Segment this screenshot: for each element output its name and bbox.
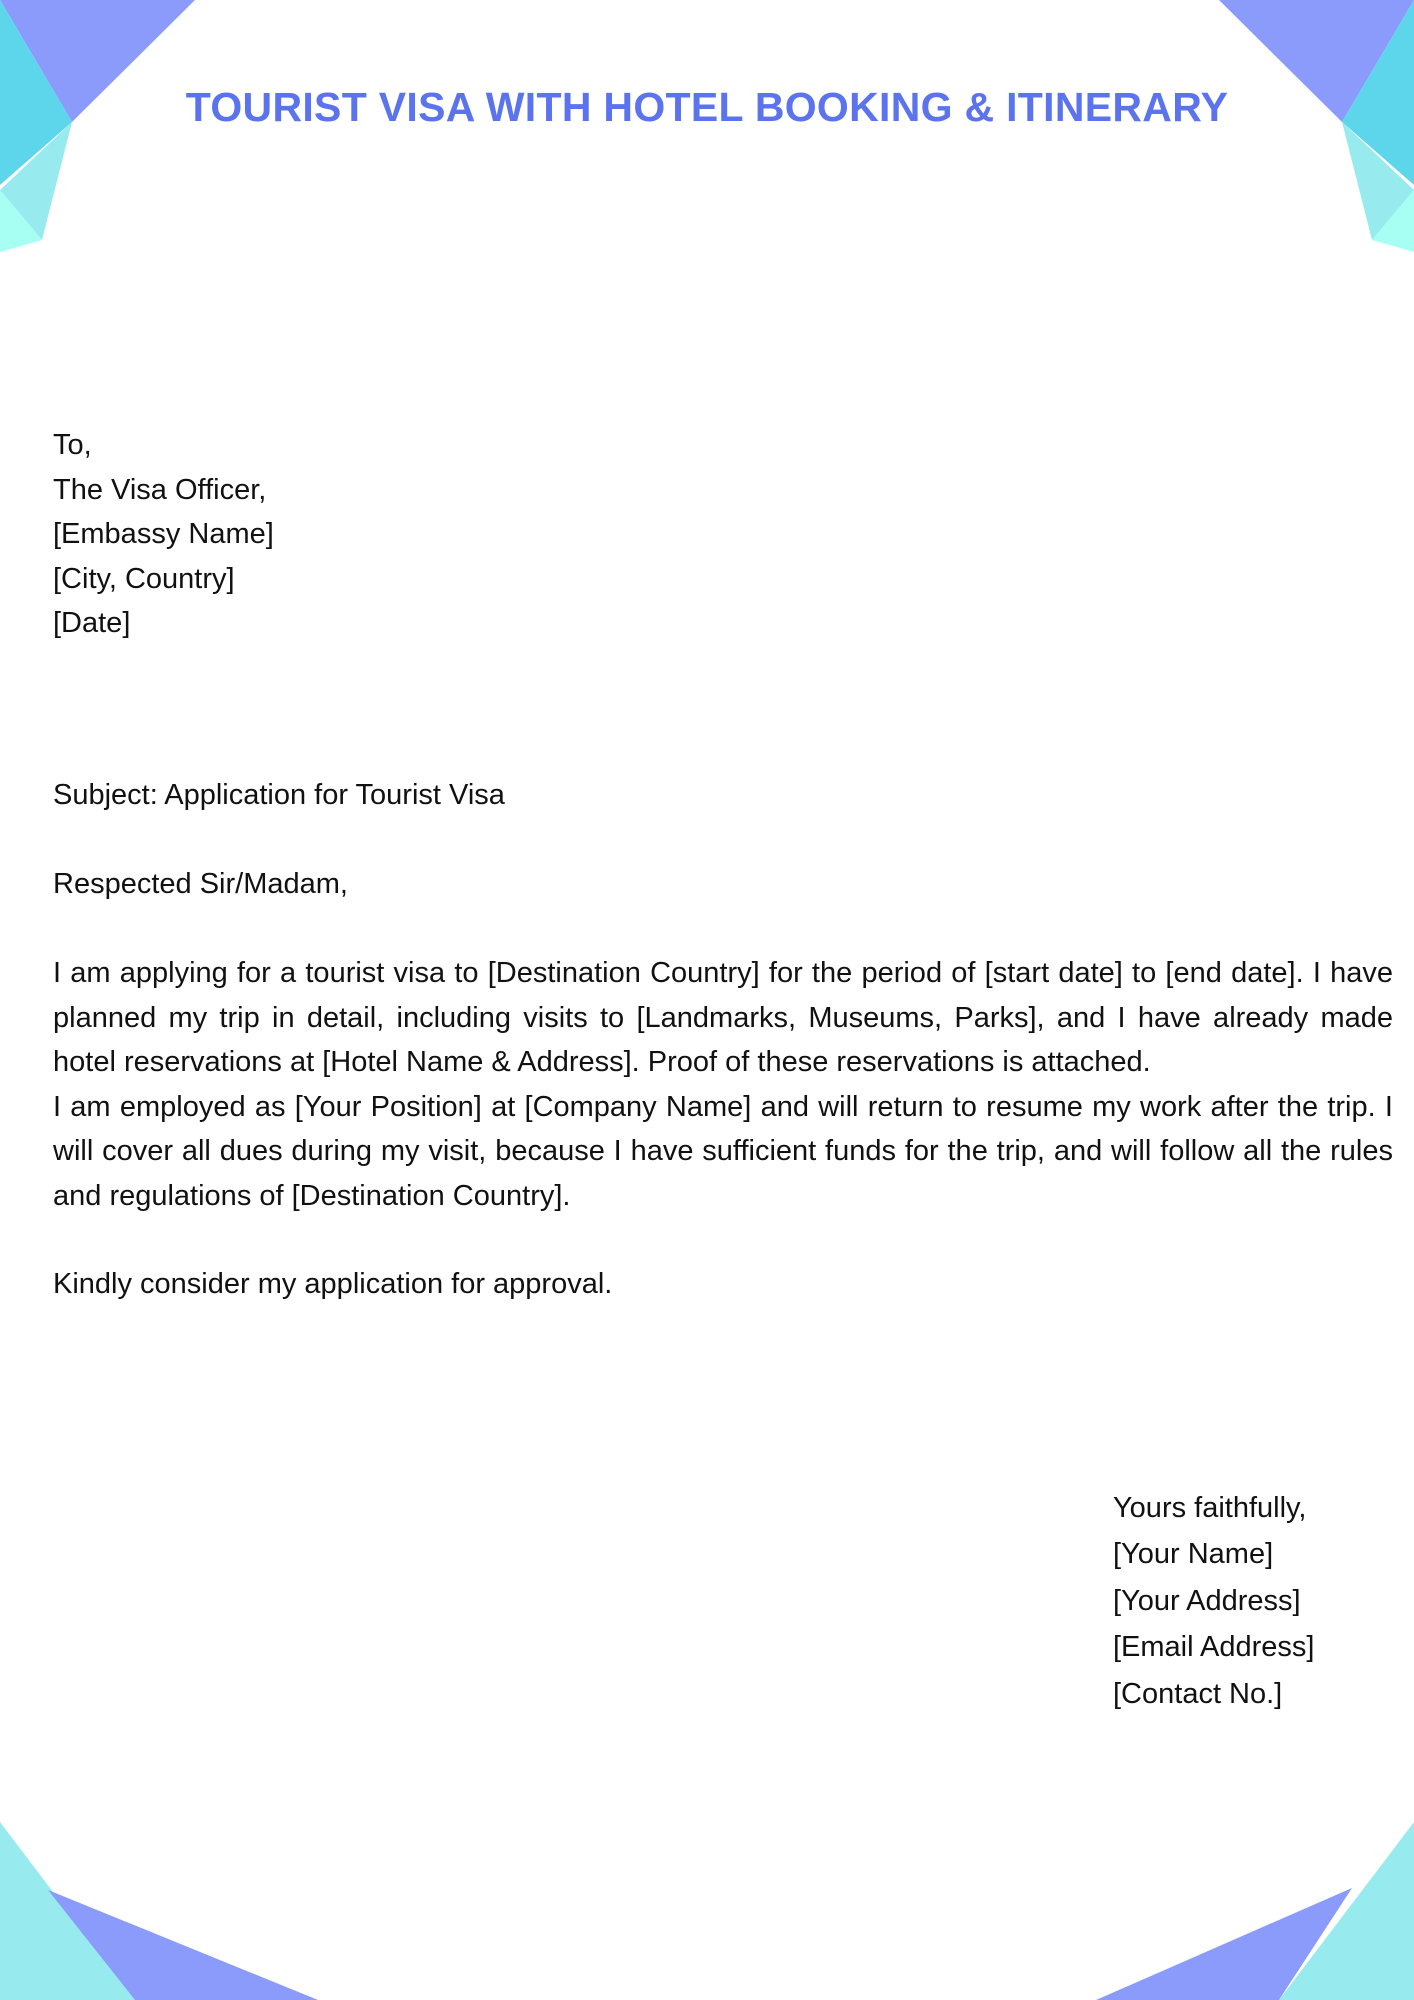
subject-line: Subject: Application for Tourist Visa [53, 779, 505, 811]
recipient-embassy: [Embassy Name] [53, 518, 274, 551]
sender-email: [Email Address] [1113, 1631, 1315, 1664]
recipient-to: To, [53, 429, 92, 461]
recipient-city-country: [City, Country] [53, 562, 235, 595]
body-paragraph-2: I am employed as [Your Position] at [Company Name] and will return to resume my work after the trip. I will cover all dues during my visit, because I have sufficient funds for the trip, and will follow all the rules and regulations of [Destination Country]. [53, 1090, 1393, 1212]
letter-body [53, 951, 1393, 1219]
sign-off: Yours faithfully, [1113, 1492, 1307, 1524]
sender-name: [Your Name] [1113, 1538, 1274, 1571]
bottom-right-corner-decoration [1084, 1800, 1414, 2000]
closing-line: Kindly consider my application for approval. [53, 1268, 613, 1300]
document-title: TOURIST VISA WITH HOTEL BOOKING & ITINERARY [185, 84, 1229, 130]
recipient-officer: The Visa Officer, [53, 473, 267, 506]
sender-address: [Your Address] [1113, 1584, 1301, 1617]
recipient-date: [Date] [53, 607, 131, 640]
signature-block [1113, 1485, 1314, 1717]
sender-contact: [Contact No.] [1113, 1677, 1283, 1710]
bottom-left-corner-decoration [0, 1800, 330, 2000]
salutation: Respected Sir/Madam, [53, 868, 348, 900]
recipient-block [53, 423, 1393, 646]
body-paragraph-1: I am applying for a tourist visa to [Destination Country] for the period of [start date] to [end date]. I have planned my trip in detail, including visits to [Landmarks, Museums, Parks], and I have already made hotel reservations at [Hotel Name & Address]. Proof of these reservations is attached. [53, 957, 1393, 1079]
